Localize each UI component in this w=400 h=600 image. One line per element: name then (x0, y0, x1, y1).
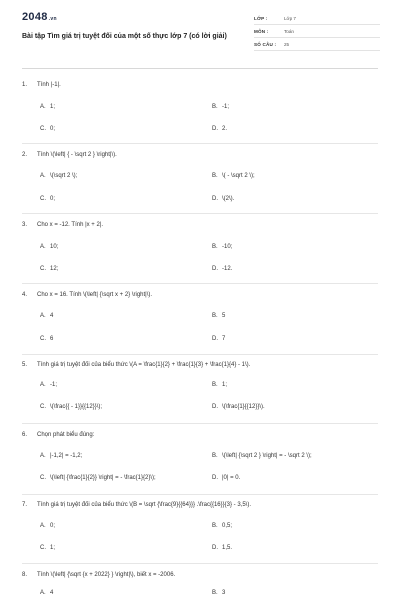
question-text: Tính |-1|. (37, 82, 61, 88)
question-number: 8. (22, 572, 28, 578)
question-text: Tính \(\left| {\sqrt {x + 2022} } \right|\), biết x = -2006. (37, 572, 176, 578)
question-divider (22, 494, 378, 495)
option-text: \(\frac{{ - 1}}{{12}}\); (50, 404, 103, 410)
option-letter: B. (212, 173, 218, 179)
option-letter: B. (212, 453, 218, 459)
question-divider (22, 563, 378, 564)
option-letter: D. (212, 475, 218, 481)
option-b[interactable] (212, 523, 232, 529)
document-header (0, 0, 400, 64)
option-a[interactable] (40, 590, 53, 596)
option-text: -1; (50, 382, 58, 388)
meta-value: Toán (284, 29, 294, 34)
question-divider (22, 283, 378, 284)
option-b[interactable] (212, 453, 312, 459)
option-text: |-1,2| = -1,2; (50, 453, 83, 459)
option-a[interactable] (40, 523, 55, 529)
option-text: 1,5. (222, 545, 233, 551)
option-letter: A. (40, 313, 46, 319)
option-text: \(\frac{1}{{12}}\). (222, 404, 265, 410)
option-text: 12; (50, 266, 59, 272)
option-text: \(2\). (222, 196, 235, 202)
question-stem (22, 82, 61, 88)
option-letter: C. (40, 475, 46, 481)
meta-value: Lớp 7 (284, 16, 296, 21)
option-c[interactable] (40, 266, 58, 272)
option-b[interactable] (212, 104, 229, 110)
option-b[interactable] (212, 382, 227, 388)
question-number: 2. (22, 152, 28, 158)
option-text: 0; (50, 196, 56, 202)
question-number: 6. (22, 432, 28, 438)
option-letter: B. (212, 590, 218, 596)
option-text: 7 (222, 336, 226, 342)
option-letter: D. (212, 266, 218, 272)
option-a[interactable] (40, 244, 58, 250)
option-letter: A. (40, 173, 46, 179)
option-d[interactable] (212, 545, 232, 551)
option-letter: B. (212, 313, 218, 319)
option-b[interactable] (212, 590, 225, 596)
question-text: Chọn phát biểu đúng: (37, 432, 95, 438)
question-number: 7. (22, 502, 28, 508)
option-text: 0,5; (222, 523, 233, 529)
meta-key: MÔN : (254, 29, 269, 34)
option-text: \( - \sqrt 2 \); (222, 173, 255, 179)
option-letter: D. (212, 126, 218, 132)
option-text: 0; (50, 126, 56, 132)
option-text: 2. (222, 126, 228, 132)
logo-text: 2048 (22, 11, 48, 23)
option-letter: C. (40, 545, 46, 551)
option-text: -10; (222, 244, 233, 250)
option-letter: B. (212, 523, 218, 529)
option-text: 1; (50, 104, 56, 110)
option-b[interactable] (212, 313, 225, 319)
option-c[interactable] (40, 196, 55, 202)
option-d[interactable] (212, 196, 234, 202)
question-text: Tính giá trị tuyệt đối của biểu thức \(B = \sqrt {\frac{9}{{64}}} .\frac{{16}}{3} - 3,5\). (37, 502, 251, 508)
option-letter: B. (212, 244, 218, 250)
option-letter: A. (40, 453, 46, 459)
option-letter: D. (212, 196, 218, 202)
option-letter: A. (40, 104, 46, 110)
option-text: 1; (50, 545, 56, 551)
option-a[interactable] (40, 104, 55, 110)
option-letter: B. (212, 104, 218, 110)
meta-key: SỐ CÂU : (254, 42, 277, 47)
option-text: 4 (50, 313, 54, 319)
option-text: -12. (222, 266, 233, 272)
question-number: 4. (22, 292, 28, 298)
option-letter: C. (40, 126, 46, 132)
question-text: Tính \(\left| { - \sqrt 2 } \right|\). (37, 152, 117, 158)
logo-suffix: .vn (48, 16, 57, 22)
option-a[interactable] (40, 382, 57, 388)
option-letter: D. (212, 545, 218, 551)
question-divider (22, 423, 378, 424)
question-text: Cho x = 16. Tính \(\left| {\sqrt x + 2} \right|\). (37, 292, 153, 298)
option-c[interactable] (40, 404, 102, 410)
option-letter: C. (40, 266, 46, 272)
question-text: Cho x = -12. Tính |x + 2|. (37, 222, 104, 228)
option-a[interactable] (40, 453, 82, 459)
option-d[interactable] (212, 336, 225, 342)
meta-row-subject (254, 27, 380, 38)
option-a[interactable] (40, 173, 77, 179)
question-stem (22, 362, 250, 368)
question-stem (22, 292, 152, 298)
option-letter: A. (40, 523, 46, 529)
option-text: \(\left| {\sqrt 2 } \right| = - \sqrt 2 \); (222, 453, 312, 459)
question-divider (22, 143, 378, 144)
question-number: 3. (22, 222, 28, 228)
page-title: Bài tập Tìm giá trị tuyệt đối của một số thực lớp 7 (có lời giải) (22, 33, 227, 40)
question-divider (22, 213, 378, 214)
option-letter: A. (40, 590, 46, 596)
option-text: -1; (222, 104, 230, 110)
option-text: 10; (50, 244, 59, 250)
option-letter: C. (40, 336, 46, 342)
meta-row-count (254, 40, 380, 51)
option-d[interactable] (212, 475, 240, 481)
question-stem (22, 152, 117, 158)
option-text: 5 (222, 313, 226, 319)
option-letter: B. (212, 382, 218, 388)
option-text: 3 (222, 590, 226, 596)
meta-value: 25 (284, 42, 290, 47)
option-b[interactable] (212, 244, 232, 250)
question-stem (22, 222, 103, 228)
question-number: 5. (22, 362, 28, 368)
option-text: \(\left| {\frac{1}{2}} \right| = - \frac{1}{2}\); (50, 475, 156, 481)
option-text: \(\sqrt 2 \); (50, 173, 78, 179)
header-divider (22, 68, 378, 69)
option-letter: C. (40, 404, 46, 410)
question-number: 1. (22, 82, 28, 88)
option-text: |0| = 0. (222, 475, 241, 481)
question-divider (22, 354, 378, 355)
option-text: 4 (50, 590, 54, 596)
option-text: 1; (222, 382, 228, 388)
option-c[interactable] (40, 336, 53, 342)
question-text: Tính giá trị tuyệt đối của biểu thức \(A = \frac{1}{2} + \frac{1}{3} + \frac{1}{4} - 1\). (37, 362, 251, 368)
meta-row-class (254, 14, 380, 25)
option-letter: A. (40, 244, 46, 250)
option-c[interactable] (40, 545, 55, 551)
option-a[interactable] (40, 313, 53, 319)
option-letter: C. (40, 196, 46, 202)
option-letter: A. (40, 382, 46, 388)
meta-key: LỚP : (254, 16, 268, 21)
option-letter: D. (212, 404, 218, 410)
option-c[interactable] (40, 126, 55, 132)
option-text: 6 (50, 336, 54, 342)
question-stem (22, 502, 251, 508)
question-stem (22, 572, 175, 578)
question-stem (22, 432, 94, 438)
option-c[interactable] (40, 475, 156, 481)
option-letter: D. (212, 336, 218, 342)
site-logo[interactable] (22, 11, 57, 23)
option-d[interactable] (212, 266, 232, 272)
option-d[interactable] (212, 404, 265, 410)
option-text: 0; (50, 523, 56, 529)
option-d[interactable] (212, 126, 227, 132)
option-b[interactable] (212, 173, 255, 179)
